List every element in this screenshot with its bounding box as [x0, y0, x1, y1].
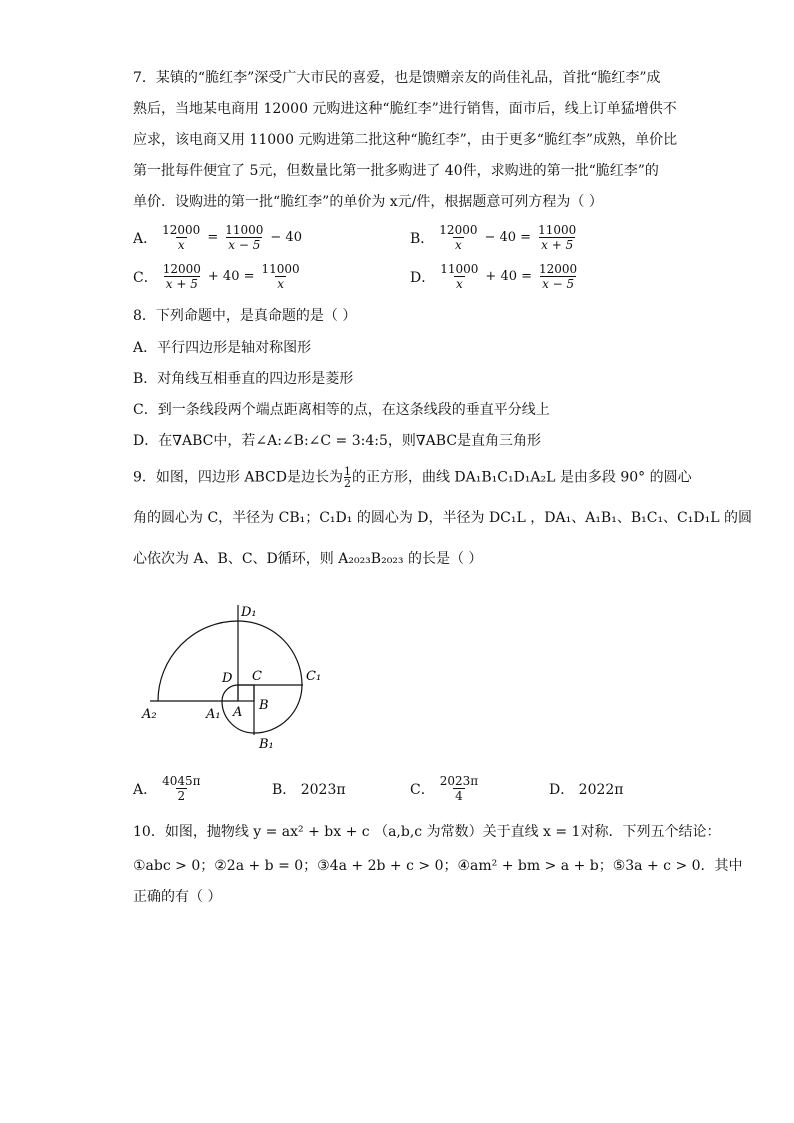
q9-choice-d[interactable]: D． 2022π [549, 782, 624, 798]
q7-line-5: 单价．设购进的第一批“脆红李”的单价为 x元/件，根据题意可列方程为（ ） [133, 194, 603, 210]
q7-choice-d[interactable] [410, 262, 582, 291]
fraction: $\frac{2023\pi}{4}$ [439, 774, 479, 803]
operator: + 40 = [207, 269, 255, 284]
arc-c1d1 [238, 621, 302, 685]
operator: − 40 = [484, 230, 532, 245]
q7-line-4: 第一批每件便宜了 5元，但数量比第一批多购进了 40件，求购进的第一批“脆红李”的 [133, 163, 659, 179]
q8-choice-b[interactable]: B．对角线互相垂直的四边形是菱形 [133, 371, 354, 387]
label-a1: A₁ [206, 707, 221, 722]
choice-label: A． [133, 230, 158, 247]
label-c1: C₁ [306, 669, 322, 684]
label-a2: A₂ [142, 707, 157, 722]
fraction: $\frac{11000}{x - 5}$ [225, 223, 264, 252]
operator: − 40 [270, 230, 302, 245]
operator: = [207, 230, 219, 245]
q8-choice-a[interactable]: A．平行四边形是轴对称图形 [133, 340, 312, 356]
square-abcd [238, 685, 254, 701]
q7-choice-a[interactable] [133, 223, 304, 252]
arc-da1 [222, 685, 238, 701]
fraction: $\frac{11000}{x}$ [261, 262, 300, 291]
q7-choice-b[interactable] [410, 223, 581, 252]
q10-line-3: 正确的有（ ） [133, 889, 222, 905]
q8-choice-d[interactable]: D．在∇ABC中，若∠A:∠B:∠C = 3:4:5，则∇ABC是直角三角形 [133, 433, 542, 449]
choice-label: C． [410, 781, 435, 798]
fraction: $\frac{11000}{x + 5}$ [538, 223, 577, 252]
q9-choice-a[interactable] [133, 774, 206, 803]
q9-line-2: 角的圆心为 C，半径为 CB₁；C₁D₁ 的圆心为 D，半径为 DC₁L ，DA₁、A₁B₁、B₁C₁、C₁D₁L 的圆 [133, 510, 752, 526]
label-b: B [259, 698, 269, 713]
fraction: $\frac{4045\pi}{2}$ [162, 774, 201, 803]
q9-line-1 [133, 466, 692, 489]
q9-choice-b[interactable]: B． 2023π [272, 782, 346, 798]
q7-choice-c[interactable] [133, 262, 305, 291]
fraction: $\frac{11000}{x}$ [440, 262, 479, 291]
choice-label: D． [410, 269, 436, 286]
label-d: D [222, 671, 233, 686]
fraction: $\frac{12000}{x}$ [439, 223, 478, 252]
label-c: C [252, 669, 262, 684]
q7-line-1: 7．某镇的“脆红李”深受广大市民的喜爱，也是馈赠亲友的尚佳礼品，首批“脆红李”成 [133, 70, 661, 86]
label-a: A [233, 705, 243, 720]
q10-line-2: ①abc > 0；②2a + b = 0；③4a + 2b + c > 0；④am² + bm > a + b；⑤3a + c > 0．其中 [133, 858, 743, 874]
q9-choice-c[interactable] [410, 774, 483, 803]
q9-line-1-start: 9．如图，四边形 ABCD是边长为 [133, 469, 343, 486]
q7-line-3: 应求，该电商又用 11000 元购进第二批这种“脆红李”，由于更多“脆红李”成熟，单价比 [133, 132, 678, 148]
label-d1: D₁ [241, 605, 257, 620]
q8-stem: 8．下列命题中，是真命题的是（ ） [133, 308, 357, 324]
q7-line-2: 熟后，当地某电商用 12000 元购进这种“脆红李”进行销售，面市后，线上订单猛增供不 [133, 101, 677, 117]
fraction: $\frac{12000}{x}$ [162, 223, 201, 252]
spiral-figure [138, 600, 338, 760]
q10-line-1: 10．如图，抛物线 y = ax² + bx + c （a,b,c 为常数）关于直线 x = 1对称．下列五个结论： [133, 824, 721, 840]
fraction: $\frac{12000}{x - 5}$ [539, 262, 578, 291]
q8-choice-c[interactable]: C．到一条线段两个端点距离相等的点，在这条线段的垂直平分线上 [133, 402, 550, 418]
operator: + 40 = [485, 269, 533, 284]
choice-label: A． [133, 781, 158, 798]
arc-d1a2 [158, 621, 238, 701]
label-b1: B₁ [259, 737, 274, 752]
choice-label: C． [133, 269, 158, 286]
fraction: $\frac{12000}{x + 5}$ [162, 262, 201, 291]
q9-line-3: 心依次为 A、B、C、D循环，则 A₂₀₂₃B₂₀₂₃ 的长是（ ） [133, 551, 483, 567]
q9-line-1-end: 的正方形，曲线 DA₁B₁C₁D₁A₂L 是由多段 90° 的圆心 [351, 469, 692, 486]
half-fraction: $\frac{1}{2}$ [343, 465, 351, 490]
choice-label: B． [410, 230, 435, 247]
